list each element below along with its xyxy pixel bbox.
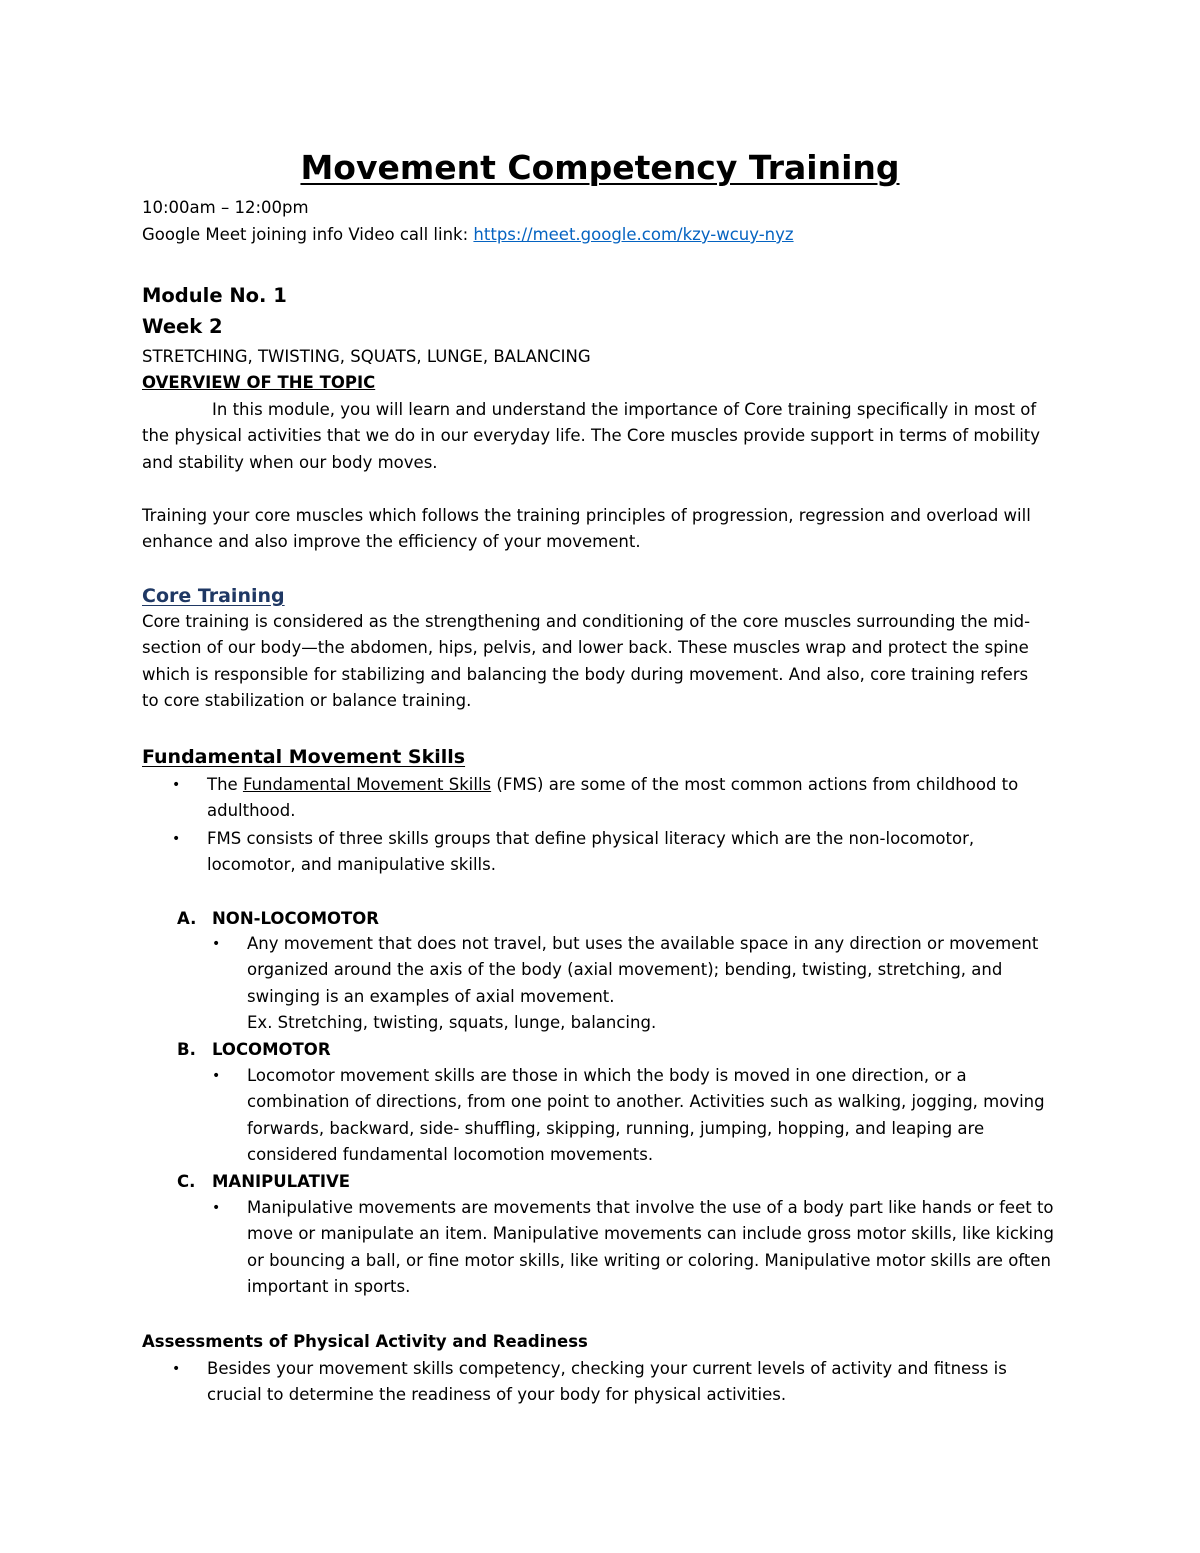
section-b-bullet-text: Locomotor movement skills are those in which the body is moved in one direction, or a combination of directions, from one point to another. Activities such as walking, jogging, moving forwards, backward, side- shuffling, skipping, running, jumping, hopping, and leaping are considered fundamental locomotion movements. (247, 1066, 1045, 1164)
session-time: 10:00am – 12:00pm (142, 198, 309, 217)
bullet-icon: • (172, 777, 181, 793)
fms-link-text: Fundamental Movement Skills (242, 775, 492, 794)
section-a-heading (177, 906, 577, 933)
module-number: Module No. 1 (142, 284, 287, 307)
assessments-bullet-text: Besides your movement skills competency, checking your current levels of activity and fitness is crucial to determine the readiness of your body for physical activities. (207, 1359, 1007, 1405)
fms-b1-post: (FMS) are some of the most common actions from childhood to adulthood. (207, 775, 1019, 821)
core-training-paragraph: Core training is considered as the strengthening and conditioning of the core muscles surrounding the mid-section of our body—the abdomen, hips, pelvis, and lower back. These muscles wrap and protect the spine which is responsible for stabilizing and balancing the body during movement. And also, core training refers to core stabilization or balance training. (142, 612, 1031, 710)
section-a-title: NON-LOCOMOTOR (212, 909, 380, 928)
section-b-title: LOCOMOTOR (212, 1040, 331, 1059)
page-title: Movement Competency Training (300, 148, 900, 187)
meet-info (142, 222, 794, 248)
meet-link[interactable]: https://meet.google.com/kzy-wcuy-nyz (473, 225, 794, 244)
bullet-icon: • (212, 1068, 221, 1084)
section-b-heading (177, 1037, 577, 1064)
topics-list: STRETCHING, TWISTING, SQUATS, LUNGE, BALANCING (142, 347, 591, 366)
fms-b1-pre: The (207, 775, 243, 794)
overview-paragraph-1: In this module, you will learn and understand the importance of Core training specifically in most of the physical activities that we do in our everyday life. The Core muscles provide support in terms of mobility and stability when our body moves. (142, 400, 1041, 472)
assessments-heading: Assessments of Physical Activity and Readiness (142, 1332, 588, 1351)
core-training-heading: Core Training (142, 585, 285, 607)
fms-heading: Fundamental Movement Skills (142, 746, 466, 768)
section-b-letter: B. (177, 1040, 196, 1059)
section-c-bullet-text: Manipulative movements are movements that involve the use of a body part like hands or feet to move or manipulate an item. Manipulative movements can include gross motor skills, like kicking or bouncing a ball, or fine motor skills, like writing or coloring. Manipulative motor skills are often important in sports. (247, 1198, 1054, 1296)
section-a-bullet-text: Any movement that does not travel, but uses the available space in any direction or movement organized around the axis of the body (axial movement); bending, twisting, stretching, and swinging is an examples of axial movement. (247, 934, 1039, 1006)
section-c-title: MANIPULATIVE (212, 1172, 351, 1191)
section-c-heading (177, 1169, 577, 1196)
overview-paragraph-2: Training your core muscles which follows the training principles of progression, regression and overload will enhance and also improve the efficiency of your movement. (142, 506, 1031, 552)
section-a-example: Ex. Stretching, twisting, squats, lunge, balancing. (247, 1012, 657, 1032)
week-number: Week 2 (142, 315, 223, 338)
overview-heading: OVERVIEW OF THE TOPIC (142, 373, 376, 392)
bullet-icon: • (172, 1361, 181, 1377)
meet-prefix: Google Meet joining info Video call link: (142, 225, 474, 244)
bullet-icon: • (212, 1200, 221, 1216)
fms-bullet-2-text: FMS consists of three skills groups that define physical literacy which are the non-locomotor, locomotor, and manipulative skills. (207, 829, 975, 875)
bullet-icon: • (212, 936, 221, 952)
bullet-icon: • (172, 831, 181, 847)
section-c-letter: C. (177, 1172, 196, 1191)
section-a-letter: A. (177, 909, 197, 928)
